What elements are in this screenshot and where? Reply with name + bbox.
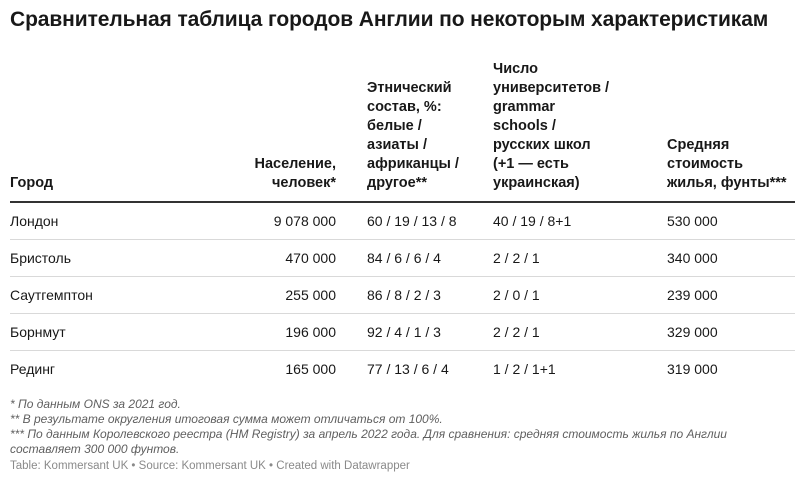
cell-price: 329 000 <box>646 314 795 351</box>
cell-schools: 2 / 2 / 1 <box>493 314 646 351</box>
column-header-price[interactable] <box>646 60 795 202</box>
cell-ethnic: 77 / 13 / 6 / 4 <box>367 361 449 377</box>
footnote-population: * По данным ONS за 2021 год. <box>10 397 181 411</box>
column-header-line: стоимость <box>667 156 744 172</box>
column-header-line: человек* <box>271 175 336 191</box>
cell-price: 319 000 <box>667 361 718 377</box>
header-row <box>10 60 795 202</box>
column-header-line: другое** <box>367 175 427 191</box>
footnotes <box>10 397 790 457</box>
column-header-line: Город <box>10 175 54 191</box>
cell-city: Саутгемптон <box>10 277 142 314</box>
column-header-line: состав, %: <box>367 99 442 115</box>
column-header-line: русских школ <box>493 137 591 153</box>
cell-population: 9 078 000 <box>142 202 346 240</box>
source-line: Table: Kommersant UK • Source: Kommersant UK • Created with Datawrapper <box>10 460 410 472</box>
cell-ethnic: 84 / 6 / 6 / 4 <box>346 240 493 277</box>
table-row <box>10 277 795 314</box>
column-header-line: белые / <box>367 118 422 134</box>
column-header-population[interactable] <box>142 60 346 202</box>
column-header-ethnic[interactable] <box>346 60 493 202</box>
column-header-line: schools / <box>493 118 556 134</box>
cell-population: 196 000 <box>142 314 346 351</box>
cell-city: Борнмут <box>10 314 142 351</box>
table-row <box>10 351 795 388</box>
cell-ethnic: 92 / 4 / 1 / 3 <box>346 314 493 351</box>
column-header-line: Этнический <box>367 80 452 96</box>
cell-ethnic: 86 / 8 / 2 / 3 <box>346 277 493 314</box>
cell-population: 255 000 <box>142 277 346 314</box>
column-header-line: африканцы / <box>367 156 459 172</box>
column-header-line: азиаты / <box>367 137 427 153</box>
cell-population: 470 000 <box>142 240 346 277</box>
table-row <box>10 314 795 351</box>
column-header-line: жилья, фунты*** <box>667 175 787 191</box>
cell-schools: 1 / 2 / 1+1 <box>493 361 556 377</box>
cell-schools: 2 / 2 / 1 <box>493 240 646 277</box>
table-title: Сравнительная таблица городов Англии по некоторым характеристикам <box>10 8 769 31</box>
cell-ethnic: 60 / 19 / 13 / 8 <box>346 202 493 240</box>
cell-population: 165 000 <box>285 361 336 377</box>
footnote-house-price: *** По данным Королевского реестра (HM Registry) за апрель 2022 года. Для сравнения: средняя стоимость жилья по Англии составляет 300 000 фунтов. <box>10 427 727 456</box>
column-header-line: университетов / <box>493 80 610 96</box>
column-header-line: (+1 — есть <box>493 156 569 172</box>
cell-price: 340 000 <box>646 240 795 277</box>
column-header-city[interactable] <box>10 60 142 202</box>
cell-schools: 40 / 19 / 8+1 <box>493 202 646 240</box>
column-header-schools[interactable] <box>493 60 646 202</box>
cell-city: Лондон <box>10 202 142 240</box>
column-header-line: Число <box>493 61 539 77</box>
table-row <box>10 240 795 277</box>
column-header-line: grammar <box>493 99 556 115</box>
cell-price: 530 000 <box>646 202 795 240</box>
comparison-table <box>10 60 795 387</box>
column-header-line: Средняя <box>667 137 730 153</box>
cell-city: Бристоль <box>10 240 142 277</box>
cell-price: 239 000 <box>646 277 795 314</box>
table-row <box>10 202 795 240</box>
footnote-rounding: ** В результате округления итоговая сумма может отличаться от 100%. <box>10 412 443 426</box>
cell-city: Рединг <box>10 361 56 377</box>
cell-schools: 2 / 0 / 1 <box>493 277 646 314</box>
column-header-line: украинская) <box>493 175 580 191</box>
column-header-line: Население, <box>254 156 336 172</box>
